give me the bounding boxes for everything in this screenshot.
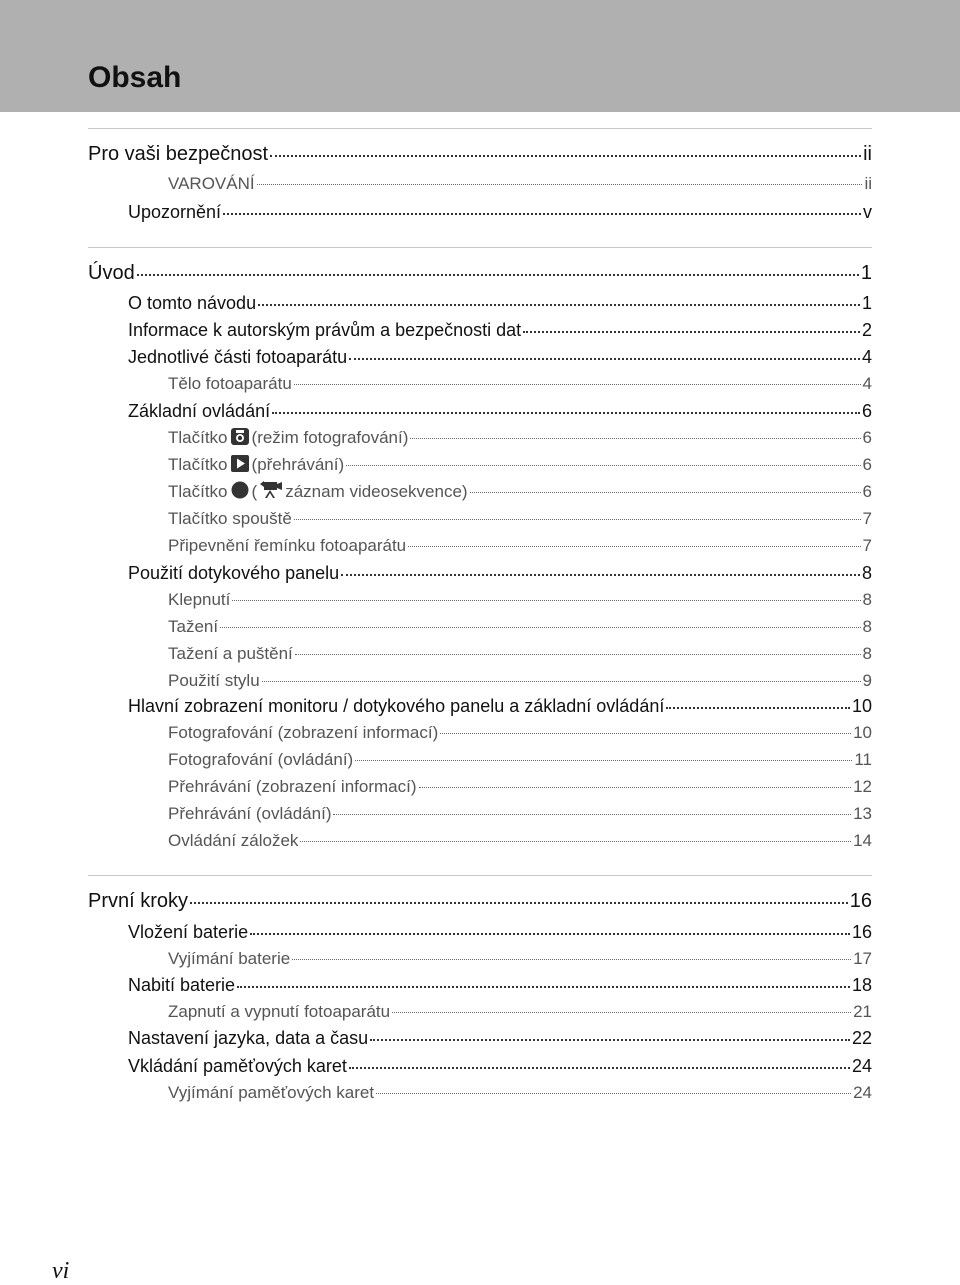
dot-leader [294,507,861,524]
record-button-icon [231,481,249,504]
toc-entry[interactable]: Připevnění řemínku fotoaparátu 7 [168,536,872,555]
dot-leader [349,345,860,363]
dot-leader [523,318,860,336]
toc-entry[interactable]: VAROVÁNÍ ii [168,174,872,193]
dot-leader [419,775,852,792]
dot-leader [270,140,861,160]
toc-entry[interactable]: Tažení a puštění 8 [168,644,872,663]
toc-entry[interactable]: Úvod 1 [88,259,872,285]
dot-leader [370,1026,850,1044]
toc-entry[interactable]: Klepnutí 8 [168,590,872,609]
dot-leader [237,973,850,991]
toc-entry[interactable]: Pro vaši bezpečnost ii [88,140,872,166]
toc-entry[interactable]: Tělo fotoaparátu 4 [168,374,872,393]
toc-entry[interactable]: Nastavení jazyka, data a času 22 [128,1028,872,1048]
toc-entry[interactable]: Vložení baterie 16 [128,922,872,942]
toc-entry[interactable]: Fotografování (ovládání) 11 [168,750,872,769]
camera-icon [231,428,249,450]
page-number: vi [52,1258,70,1284]
toc-entry[interactable]: Vyjímání paměťových karet 24 [168,1083,872,1102]
dot-leader [257,172,863,189]
dot-leader [355,748,852,765]
dot-leader [470,480,861,497]
toc-entry[interactable]: Použití stylu 9 [168,671,872,690]
toc-entry[interactable]: Tažení 8 [168,617,872,636]
dot-leader [190,887,848,907]
toc-entry[interactable]: Vyjímání baterie 17 [168,949,872,968]
separator [88,875,872,876]
header-band [0,0,960,112]
dot-leader [408,534,860,551]
toc-entry[interactable]: Základní ovládání 6 [128,401,872,421]
dot-leader [666,694,850,712]
dot-leader [333,802,851,819]
toc-entry[interactable]: Vkládání paměťových karet 24 [128,1056,872,1076]
toc-entry[interactable]: O tomto návodu 1 [128,293,872,313]
dot-leader [295,642,861,659]
toc-entry[interactable]: Použití dotykového panelu 8 [128,563,872,583]
toc-entry[interactable]: Zapnutí a vypnutí fotoaparátu 21 [168,1002,872,1021]
toc-entry[interactable]: Tlačítko spouště 7 [168,509,872,528]
dot-leader [294,372,861,389]
dot-leader [220,615,860,632]
dot-leader [346,453,860,470]
toc-entry[interactable]: První kroky 16 [88,887,872,913]
toc-entry[interactable]: Hlavní zobrazení monitoru / dotykového panelu a základní ovládání 10 [128,696,872,716]
dot-leader [137,259,859,279]
toc-entry[interactable]: Přehrávání (zobrazení informací) 12 [168,777,872,796]
toc-entry[interactable]: Ovládání záložek 14 [168,831,872,850]
dot-leader [292,947,851,964]
toc-entry[interactable]: Fotografování (zobrazení informací) 10 [168,723,872,742]
movie-camera-icon [260,481,282,504]
dot-leader [300,829,851,846]
toc-entry[interactable]: Tlačítko (přehrávání) 6 [88,453,872,479]
toc-entry[interactable]: Tlačítko ( záznam videosekvence) 6 [88,480,872,506]
separator [88,128,872,129]
dot-leader [376,1081,851,1098]
dot-leader [258,291,860,309]
page-title: Obsah [88,61,182,94]
dot-leader [262,669,861,686]
dot-leader [272,399,860,417]
dot-leader [392,1000,851,1017]
toc-entry[interactable]: Přehrávání (ovládání) 13 [168,804,872,823]
dot-leader [349,1054,850,1072]
separator [88,247,872,248]
dot-leader [410,426,860,443]
play-icon [231,455,249,477]
toc-entry[interactable]: Nabití baterie 18 [128,975,872,995]
toc-entry[interactable]: Informace k autorským právům a bezpečnosti dat 2 [128,320,872,340]
toc-entry[interactable]: Upozornění v [128,202,872,222]
dot-leader [250,920,850,938]
dot-leader [341,561,860,579]
toc-entry[interactable]: Jednotlivé části fotoaparátu 4 [128,347,872,367]
dot-leader [232,588,860,605]
dot-leader [223,200,861,218]
toc-entry[interactable]: Tlačítko (režim fotografování) 6 [88,426,872,452]
dot-leader [440,721,851,738]
